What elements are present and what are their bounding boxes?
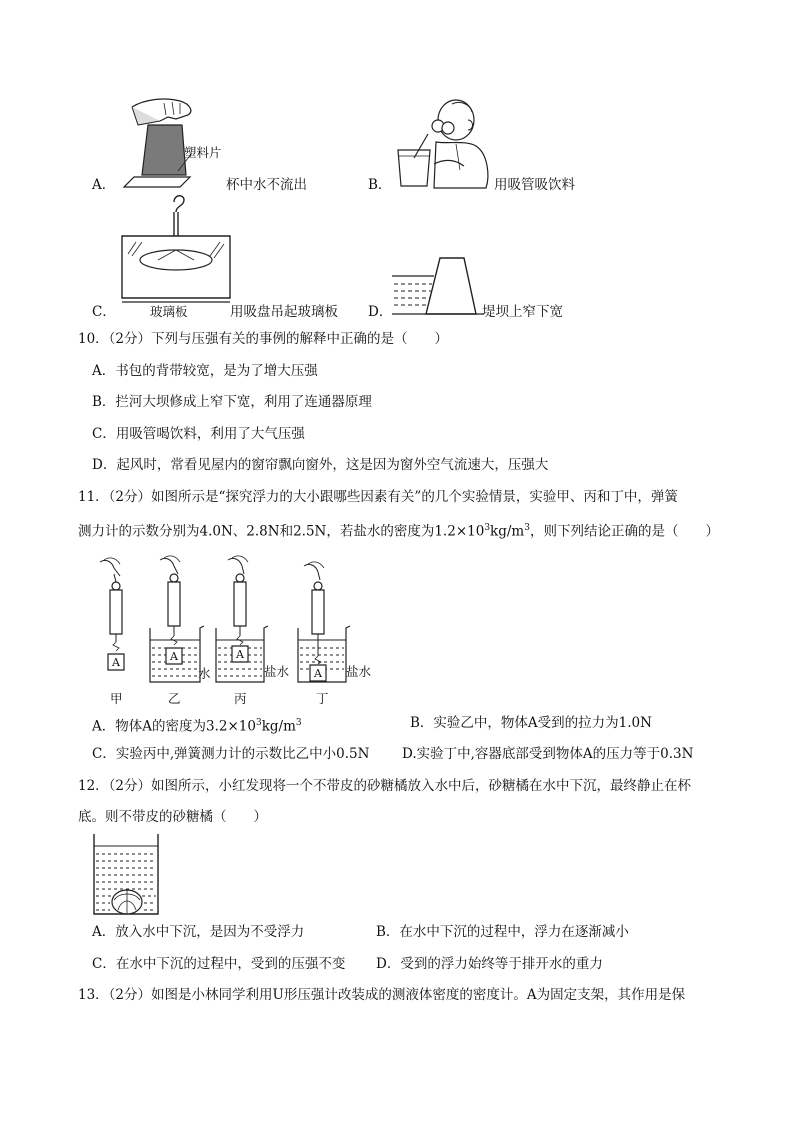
callout-plastic-sheet: 塑料片 [184,145,222,160]
q10-option-c: C．用吸管喝饮料，利用了大气压强 [92,426,305,442]
setup-label-ding: 丁 [316,691,329,706]
q9-option-a-caption: 杯中水不流出 [226,177,307,193]
q9-option-d-letter: D． [368,304,393,320]
q13-stem-line1: 13．（2分）如图是小林同学利用U形压强计改装成的测液体密度的密度计。A为固定支架，其作用是保 [78,987,686,1003]
block-a-label-bing: A [236,648,244,661]
q12-stem-line2: 底。则不带皮的砂糖橘（ ） [78,809,267,825]
q11-option-c: C．实验丙中,弹簧测力计的示数比乙中小0.5N [92,746,370,762]
buoyancy-experiment-figure [98,556,378,686]
q9-option-b-letter: B． [368,177,392,193]
q10-stem: 10．（2分）下列与压强有关的事例的解释中正确的是（ ） [78,331,449,347]
q11-stem-line2: 测力计的示数分别为4.0N、2.8N和2.5N，若盐水的密度为$1.2\times 10^3kg/m^3$，则下列结论正确的是（ ） [78,523,719,540]
setup-jia [100,558,124,670]
q12-option-b: B．在水中下沉的过程中，浮力在逐渐减小 [376,924,629,940]
suction-cup-glass-figure [118,190,234,310]
q9-option-b-caption: 用吸管吸饮料 [494,177,575,193]
block-a-label-jia: A [112,656,120,669]
block-a-label-yi: A [170,650,178,663]
callout-glass-plate: 玻璃板 [150,304,188,319]
setup-bing [216,556,268,682]
setup-label-yi: 乙 [168,691,181,706]
q11-option-b: B．实验乙中，物体A受到的拉力为1.0N [410,715,652,731]
orange-in-beaker-figure [92,832,162,918]
liquid-water-label: 水 [198,666,211,681]
q9-option-c-letter: C． [92,304,116,320]
q11-option-a: A．物体A的密度为$3.2\times 10^3kg/m^3$ [92,718,302,735]
q9-option-a-letter: A． [92,177,116,193]
setup-label-jia: 甲 [110,691,123,706]
dam-figure [392,254,492,318]
setup-label-bing: 丙 [234,691,247,706]
q11-stem-line1: 11．（2分）如图所示是“探究浮力的大小跟哪些因素有关”的几个实验情景，实验甲、丙和丁中，弹簧 [78,489,678,505]
q12-option-d: D．受到的浮力始终等于排开水的重力 [376,956,603,972]
q9-option-d-caption: 堤坝上窄下宽 [482,304,563,320]
q12-stem-line1: 12．（2分）如图所示，小红发现将一个不带皮的砂糖橘放入水中后，砂糖橘在水中下沉，最终静止在杯 [78,778,692,794]
straw-drinking-figure [394,98,494,190]
q10-option-a: A．书包的背带较宽，是为了增大压强 [92,363,318,379]
q9-option-c-caption: 用吸盘吊起玻璃板 [230,304,338,320]
liquid-saltwater-label-1: 盐水 [264,664,290,679]
block-a-label-ding: A [314,667,322,680]
liquid-saltwater-label-2: 盐水 [346,664,372,679]
setup-yi [150,556,204,682]
q10-option-b: B．拦河大坝修成上窄下宽，利用了连通器原理 [92,394,372,410]
q11-option-d: D.实验丁中,容器底部受到物体A的压力等于0.3N [402,746,694,762]
q12-option-c: C．在水中下沉的过程中，受到的压强不变 [92,956,346,972]
setup-ding [298,562,350,682]
q12-option-a: A．放入水中下沉，是因为不受浮力 [92,924,305,940]
q10-option-d: D．起风时，常看见屋内的窗帘飘向窗外，这是因为窗外空气流速大，压强大 [92,457,549,473]
